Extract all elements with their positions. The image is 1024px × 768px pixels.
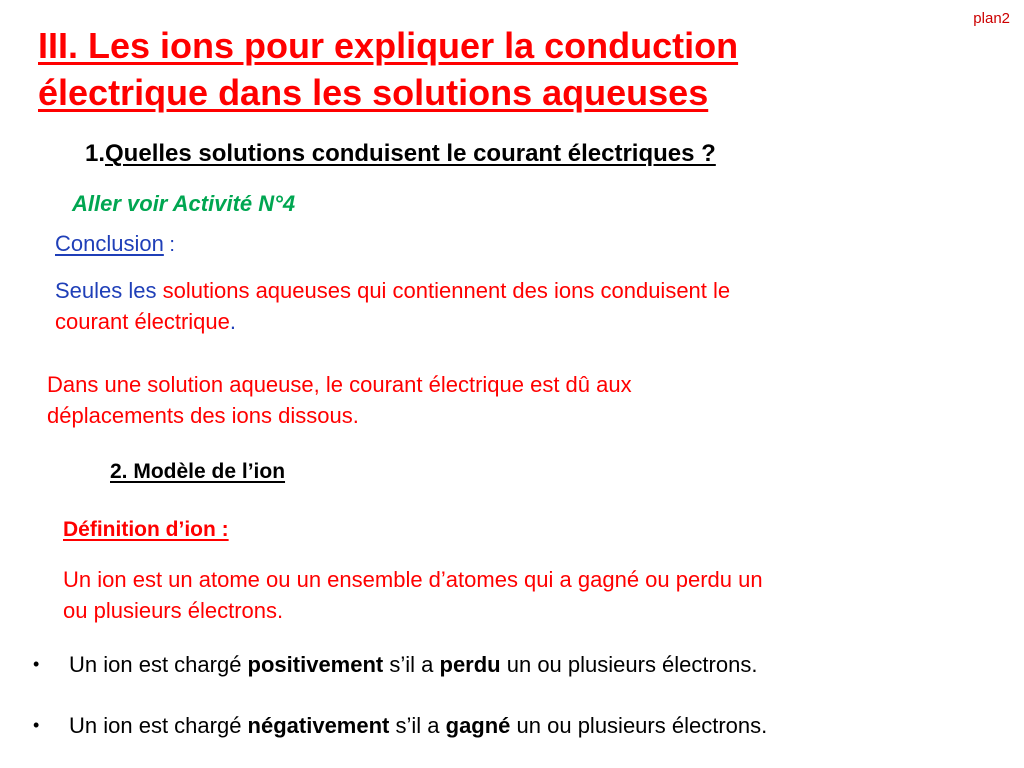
conclusion-text-main: solutions aqueuses qui contiennent des ions conduisent le bbox=[162, 278, 731, 303]
bullet-bold-charge: positivement bbox=[247, 652, 384, 677]
definition-title: Définition d’ion : bbox=[63, 518, 229, 541]
conclusion-label: Conclusion bbox=[55, 231, 164, 256]
bullet-text-post: un ou plusieurs électrons. bbox=[500, 652, 758, 677]
definition-heading bbox=[63, 518, 229, 542]
current-explanation bbox=[47, 369, 632, 431]
bullet-negative bbox=[33, 713, 767, 739]
section-1-heading bbox=[85, 140, 716, 168]
bullet-icon: • bbox=[33, 654, 40, 674]
section-2-heading bbox=[110, 460, 285, 484]
bullet-bold-verb: perdu bbox=[439, 652, 501, 677]
definition-line-2: ou plusieurs électrons. bbox=[63, 598, 284, 623]
plan-link[interactable]: plan2 bbox=[973, 10, 1010, 27]
definition-text bbox=[63, 564, 763, 626]
bullet-bold-verb: gagné bbox=[445, 713, 511, 738]
bullet-positive bbox=[33, 652, 757, 678]
title-line-1: III. Les ions pour expliquer la conduction bbox=[38, 25, 739, 66]
conclusion-text-tail: courant électrique bbox=[55, 309, 230, 334]
activity-link[interactable]: Aller voir Activité N°4 bbox=[72, 191, 296, 216]
current-line-2: déplacements des ions dissous. bbox=[47, 403, 359, 428]
bullet-bold-charge: négativement bbox=[247, 713, 390, 738]
bullet-text-mid: s’il a bbox=[389, 713, 446, 738]
title-line-2: électrique dans les solutions aqueuses bbox=[38, 72, 709, 113]
section-2-title: 2. Modèle de l’ion bbox=[110, 460, 286, 483]
bullet-icon: • bbox=[33, 715, 40, 735]
bullet-text-pre: Un ion est chargé bbox=[69, 713, 248, 738]
conclusion-line-2 bbox=[55, 306, 730, 337]
conclusion-heading bbox=[55, 231, 175, 257]
slide-title bbox=[38, 22, 738, 116]
section-1-title: Quelles solutions conduisent le courant électriques ? bbox=[105, 140, 716, 167]
definition-line-1: Un ion est un atome ou un ensemble d’atomes qui a gagné ou perdu un bbox=[63, 567, 763, 592]
conclusion-text bbox=[55, 275, 730, 337]
section-1-number: 1. bbox=[85, 140, 106, 167]
bullet-text-pre: Un ion est chargé bbox=[69, 652, 248, 677]
conclusion-line-1 bbox=[55, 275, 730, 306]
conclusion-colon: : bbox=[163, 234, 175, 256]
conclusion-text-period: . bbox=[229, 309, 237, 334]
conclusion-text-lead: Seules les bbox=[55, 278, 163, 303]
bullet-text-mid: s’il a bbox=[383, 652, 440, 677]
current-line-1: Dans une solution aqueuse, le courant électrique est dû aux bbox=[47, 372, 632, 397]
bullet-text-post: un ou plusieurs électrons. bbox=[510, 713, 768, 738]
